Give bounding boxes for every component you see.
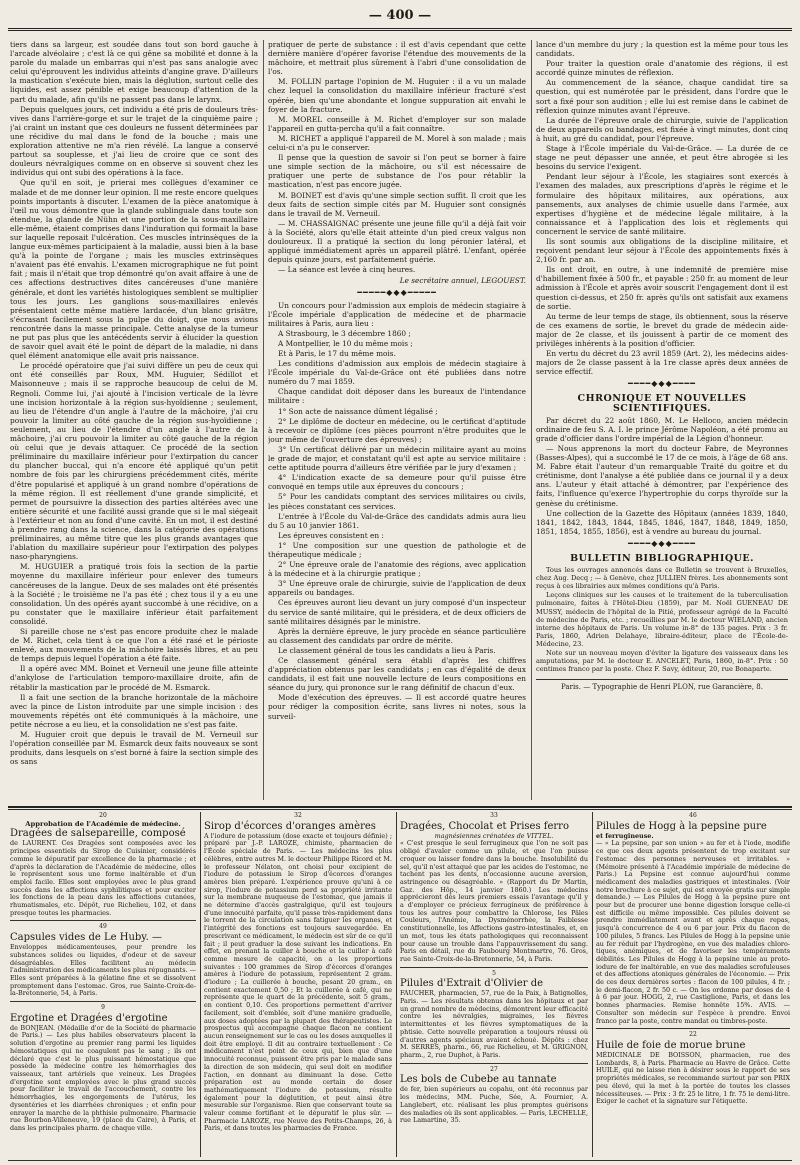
paragraph: Au terme de leur temps de stage, ils obtiennent, sous la réserve de ces examens de sortie, le brevet du grade de médecin aide-major de 2e classe, et ils jouissent à partir de ce moment des privilèges inhérents à la position d'officier. (536, 311, 788, 348)
paragraph: En vertu du décret du 23 avril 1859 (Art. 2), les médecins aides-majors de 2e classe passent à la 1re classe après deux années de service effectif. (536, 349, 788, 377)
ad-number: 5 (492, 969, 496, 977)
header-rule (8, 28, 792, 31)
ad-number: 27 (490, 1065, 498, 1073)
ad-divider (10, 920, 196, 921)
paragraph: Après la dernière épreuve, le jury procède en séance particulière au classement des candidats par ordre de mérite. (268, 626, 526, 645)
ad-title: Pilules d'Extrait d'Olivier de (400, 978, 544, 990)
paragraph: M. HUGUIER a pratiqué trois fois la section de la partie moyenne du maxillaire inférieur pour enlever des tumeurs cancéreuses de la langue. Deux de ses malades ont été présentés à la Société ; le troisième ne l'a pas été ; chez tous il y a eu une consolidation. Un des opérés ayant succombé à une récidive, on a pu constater que le maxillaire inférieur était parfaitement consolidé. (10, 562, 258, 626)
paragraph: Que qu'il en soit, je prierai mes collègues d'examiner ce malade et de me donner leur opinion. Il me reste encore quelques points importants à discuter. L'examen de la pièce anatomique à l'œil nu vous démontre que la glande sublinguale dans toute son étendue, la glande de Nühn et une portion de la sous-maxillaire elle-même, étaient comprises dans l'induration qui formait la base sur laquelle reposait l'ulcération. Ces muscles intrinsèques de la langue eux-mêmes participaient à la maladie, aussi bien à la base qu'à la pointe de l'organe ; mais les muscles extrinsèques n'avaient pas été envahis. L'examen micrographique ne fut point fait ; mais il n'était que trop démontré qu'on avait affaire à une de ces affections destructives dites cancéreuses d'une manière générale, et dont les variétés histologiques semblent se multiplier tous les jours. Les ganglions sous-maxillaires enlevés présentaient cette même matière lardacée, d'un blanc grisâtre, s'écrasant facilement sous la pulpe du doigt, que nous avions rencontrée dans la masse principale. Cette analyse de la tumeur ne put pas plus que les antécédents servir à élucider la question de savoir quel avait été le point de départ de la maladie, ni dans quel élément anatomique elle avait pris naissance. (10, 178, 258, 361)
bottom-rule (8, 1160, 792, 1161)
paragraph: Ils sont soumis aux obligations de la discipline militaire, et reçoivent pendant leur séjour à l'École des appointements fixés à 2,160 fr. par an. (536, 236, 788, 265)
ad-number: 20 (99, 812, 107, 819)
page-header (8, 8, 792, 38)
paragraph: Chaque candidat doit déposer dans les bureaux de l'intendance militaire : (268, 387, 526, 406)
paragraph: Il pense que la question de savoir si l'on peut se borner à faire une simple section de la mâchoire, ou s'il est nécessaire de pratiquer une perte de substance de l'os pour rétablir la mastication, n'est pas encore jugée. (268, 153, 526, 190)
paragraph: M. RICHET a appliqué l'appareil de M. Morel à son malade ; mais celui-ci n'a pu le conserver. (268, 133, 526, 153)
paragraph: Les conditions d'admission aux emplois de médecin stagiaire à l'École impériale du Val-de-Grâce ont été publiées dans notre numéro du 7 mai 1859. (268, 359, 526, 387)
ad-column-divider (592, 812, 593, 1157)
paragraph: Ils ont droit, en outre, à une indemnité de première mise d'habillement fixée à 500 fr., et payable : 250 fr. au moment de leur admission à l'École et après avoir souscrit l'engagement dont il est question ci-dessus, et 250 fr. après qu'ils ont satisfait aux examens de sortie. (536, 265, 788, 311)
ad-title: Dragées de salsepareille, composé (10, 828, 186, 840)
ad-number: 32 (294, 812, 302, 819)
paragraph: 5° Pour les candidats comptant des services militaires ou civils, les pièces constatant ces services. (268, 492, 526, 511)
page-number: — 400 — (368, 8, 432, 23)
paragraph: 2° Le diplôme de docteur en médecine, ou le certificat d'aptitude à recevoir ce diplôme (ces pièces pourront n'être produites que le jour même de l'ouverture des épreuves) ; (268, 416, 526, 444)
ad-title: Ergotine et Dragées d'ergotine (10, 1012, 168, 1024)
paragraph: Et à Paris, le 17 du même mois. (278, 349, 396, 358)
paragraph: — M. CHASSAIGNAC présente une jeune fille qu'il a déjà fait voir à la Société, alors qu'elle était atteinte d'un pied creux valgus non douloureux. Il a pratiqué la section du long péronier latéral, et appliqué immédiatement après un appareil plâtré. L'enfant, opérée depuis quinze jours, est parfaitement guérie. (268, 218, 526, 265)
paragraph: Le classement général de tous les candidats a lieu à Paris. (278, 645, 496, 655)
paragraph: M. FOLLIN partage l'opinion de M. Huguier : il a vu un malade chez lequel la consolidation du maxillaire inférieur fracturé s'est opérée, bien qu'une abondante et longue suppuration ait envahi le foyer de la fracture. (268, 77, 526, 114)
ad-title: Les bols de Cubebe au tannate (400, 1074, 557, 1086)
paragraph: Tous les ouvrages annoncés dans ce Bulletin se trouvent à Bruxelles, chez Aug. Decq ; — à Genève, chez JULLIEN frères. Les abonnements sont reçus à ces librairies aux mêmes conditions qu'à Paris. (536, 566, 788, 591)
ornament-divider: ━━━━━◆◆◆━━━━━ (357, 288, 437, 298)
paragraph: — La séance est levée à cinq heures. (278, 265, 416, 275)
ad-number: 46 (689, 812, 697, 819)
paragraph: Il a opéré avec MM. Boinet et Verneuil une jeune fille atteinte d'ankylose de l'articulation temporo-maxillaire droite, afin de rétablir la mastication par le procédé de M. Esmarck. (10, 664, 258, 692)
paragraph: Pendant leur séjour à l'École, les stagiaires sont exercés à l'examen des malades, aux prescriptions d'après le régime et le formulaire des hôpitaux militaires, aux opérations, aux pansements, aux analyses de chimie usuelle dans l'armée, aux expertises d'hygiène et de médecine légale militaire, à la connaissance et à l'application des lois et règlements qui concernent le service de santé militaire. (536, 172, 788, 236)
ad-number: 33 (490, 812, 498, 819)
paragraph: Depuis quelques jours, cet individu a été pris de douleurs très-vives dans l'arrière-gorge et sur le trajet de la cinquième paire ; j'ai craint un instant que ces douleurs ne fussent déterminées par une récidive du mal dans le fond de la bouche ; mais une exploration attentive ne m'a rien révélé. La langue a conservé partout sa souplesse, et j'ai lieu de croire que ce sont des douleurs névralgiques comme on en observe si souvent chez les individus qui ont subi des opérations à la face. (10, 104, 258, 178)
ad-body: A l'iodure de potassium (dose exacte et toujours définie) ; préparé par J.-P. LAROZE, chimiste, pharmacien de l'École spéciale de Paris. — Les médecins les plus célèbres, entre autres M. le docteur Philippe Ricord et M. le professeur Nélaton, ont choisi pour excipient de l'iodure de potassium le Sirop d'écorces d'oranges amères bien préparé. L'expérience prouve qu'uni à ce sirop, l'iodure de potassium perd sa propriété irritante sur la membrane muqueuse de l'estomac, que jamais il ne détermine d'accès gastralgique, qu'il est toujours d'une innocuité parfaite, qu'il passe très-rapidement dans le torrent de la circulation sans fatiguer les organes, et l'intégrité des fonctions est toujours sauvegardée. En prescrivant ce médicament, le médecin est sûr de ce qu'il fait ; il peut graduer la dose suivant les indications. En effet, en prenant la cuiller à bouche et la cuiller à café comme mesure de capacité, on a les proportions suivantes : 100 grammes de Sirop d'écorces d'oranges amères à l'iodure de potassium, représentent 2 gram. d'iodure ; La cuillerée à bouche, pesant 20 gram., en contient exactement 0,50 ; Et la cuillerée à café, qui ne représente que le quart de la précédente, soit 5 gram., en contient 0,10. Ces proportions permettent d'arriver facilement, soit d'emblée, soit d'une manière graduelle, aux doses adoptées par la plupart des thérapeutistes. Le prospectus qui accompagne chaque flacon ne contient aucun renseignement sur le cas ou les doses auxquelles il doit être employé. Il dit au contraire textuellement : Ce médicament n'est point de ceux qui, bien que d'une innocuité reconnue, puissent être pris par le malade sans la direction de son médecin, qui seul doit en modifier l'action, en donnant au diminuant la dose. Cette préparation est au monde certain de doser mathématiquement l'iodure de potassium, résulte également pour la déglutition, et peut ainsi être mesurable sur l'organisme. Rien que conservant toute sa valeur comme fortifiant et le dépuratif le plus sûr. — Pharmacie LAROZE, rue Neuve des Petits-Champs, 26, à Paris, et dans toutes les pharmacies de France. (204, 831, 392, 1133)
paragraph: Ces épreuves auront lieu devant un jury composé d'un inspecteur du service de santé militaire, qui le présidera, et de deux officiers de santé militaires désignés par le ministre. (268, 598, 526, 626)
ad-body: de fer, bien supérieurs au copahu, ont été reconnus par les médecins, MM. Puche, Sée, A. Fournier, A. Langlebert, etc. réalisant les plus promptes guérisons des maladies où ils sont applicables. — Paris, LECHELLE, rue Lamartine, 35. (400, 1085, 588, 1125)
ad-number: 22 (689, 1031, 697, 1039)
bibliography-heading: BULLETIN BIBLIOGRAPHIQUE. (570, 552, 754, 564)
paragraph: L'entrée à l'École du Val-de-Grâce des candidats admis aura lieu du 5 au 10 janvier 1861. (268, 511, 526, 530)
ad-body: MÉDICINALE DE BOISSON, pharmacien, rue des Lombards, 8, à Paris. Pharmacie au Havre de Grâce. Cette HUILE, qui ne laisse rien à désirer sous le rapport de ses propriétés médicales, se recommande surtout par son PRIX peu élevé, qui la met à la portée de toutes les classes nécessiteuses. — Prix : 3 fr. 25 le litre, 1 fr. 75 le demi-litre. Exiger le cachet et la signature sur l'étiquette. (596, 1050, 790, 1106)
ad-column-1 (10, 812, 196, 1157)
ad-divider (10, 1001, 196, 1002)
ad-number: 49 (99, 923, 107, 931)
printer-footer: Paris. — Typographie de Henri PLON, rue Garancière, 8. (536, 679, 788, 692)
ad-body: — « La pepsine, par son union » au fer et à l'iode, modifie ce que ces deux agents présentent de trop excitant sur l'estomac des personnes nerveuses et irritables. » (Mémoire présenté à l'Académie impériale de médecine de Paris.) La Pepsine est connue aujourd'hui comme médicament des maladies gastriques et intestinales. (Voir notre brochure à ce sujet, qui est envoyée gratis sur simple demande.) — Les Pilules de Hogg à la pepsine pure ont pour but de procurer une bonne digestion lorsque celle-ci est difficile ou même impossible. Ces pilules doivent se prendre immédiatement avant et après chaque repas, jusqu'à concurrence de 4 ou 6 par jour. Prix du flacon de 100 pilules, 5 francs. Les Pilules de Hogg à la pepsine unie au fer réduit par l'hydrogène, en vue des maladies chloro-tiques, anémiques, et de favoriser les tempéraments débilités. Les Pilules de Hogg à la pepsine unie au proto-iodure de fer inaltérable, en vue des maladies scrofuleuses et des affections atoniques générales de l'économie. — Prix de ces deux dernières sortes : flacon de 100 pilules, 4 fr. ; le demi-flacon, 2 fr. 50 c. — On les ordonne par doses de 4 à 6 par jour. HOGG, 2, rue Castiglione, Paris, et dans les bonnes pharmacies. Remise honnête 15%. AVIS. — Consulter son médecin sur l'espèce à prendre. Envoi franco par la poste, contre mandat ou timbres-poste. (596, 839, 790, 1025)
ad-title: Capsules vides de Le Huby. — (10, 932, 162, 944)
paragraph: La durée de l'épreuve orale de chirurgie, suivie de l'application de deux appareils ou bandages, est fixée à vingt minutes, dont cinq à huit, au gré du candidat, pour l'épreuve. (536, 115, 788, 143)
ad-body: « C'est presque le seul ferrugineux que l'on ne soit pas obligé d'avaler comme un pilule, et que l'on puisse croquer ou laisser fondre dans la bouche. Insolubilité du sel, qu'il n'est attaqué que par les acides de l'estomac, ne tachent pas les dents, n'occasionne aucune aversion, astringence ou désagréable. » (Rapport du Dr Martin, Gaz. des Hôp., 14 janvier 1860.) Les médecins apprécieront dès leurs premiers essais l'avantage qu'il y a d'employer ce précieux ferrugineux de préférence à tous les autres pour combattre la Chlorose, les Pâles Couleurs, l'Anémie, la Dysménorrhée, la Faiblesse constitutionnelle, les Affections gastro-intestinales, et, en un mot, tous les états pathologiques qui reconnaissent pour cause un trouble dans l'appauvrissement du sang. Paris en détail, rue du Faubourg Montmartre, 76. Gros, rue Sainte-Croix-de-la-Bretonnerie, 54, à Paris. (400, 839, 588, 963)
ad-column-4 (596, 812, 790, 1157)
paragraph: M. BOINET est d'avis qu'une simple section suffit. Il croit que les deux faits de section simple cités par M. Huguier sont consignés dans le travail de M. Verneuil. (268, 190, 526, 218)
ad-column-2 (204, 812, 392, 1157)
paragraph: A Montpellier, le 10 du même mois ; (278, 338, 413, 348)
paragraph: 4° L'indication exacte de sa demeure pour qu'il puisse être convoqué en temps utile aux épreuves du concours ; (268, 473, 526, 492)
ornament-divider: ━━━━◆◆◆━━━━ (628, 538, 696, 548)
ad-number: 9 (101, 1004, 105, 1012)
paragraph: tiers dans sa largeur, est soudée dans tout son bord gauche à l'arcade alvéolaire ; c'est là ce qui gêne sa mobilité et donne à la parole du malade un embarras qui n'est pas sans analogie avec celui qu'éprouvent les individus atteints d'angine grave. D'ailleurs la mastication s'exécute bien, mais la déglution, surtout celle des liquides, est assez pénible et exige beaucoup d'attention de la part du malade, afin qu'ils ne passent pas dans le larynx. (10, 40, 258, 104)
ad-column-divider (200, 812, 201, 1157)
chronique-heading: CHRONIQUE ET NOUVELLES SCIENTIFIQUES. (577, 393, 747, 414)
paragraph: 1° Son acte de naissance dûment légalisé ; (278, 406, 438, 416)
ad-body: FAUCHER, pharmacien, 57, rue de la Paix, à Batignolles, Paris. — Les résultats obtenus dans les hôpitaux et par un grand nombre de médecins, démontrent leur efficacité contre les névralgies, migraines, les fièvres intermittentes et les fièvres symptomatiques de la phtisie. Cette nouvelle préparation a toujours réussi où d'autres agents spéciaux avaient échoué. Dépôts : chez M. SERRES, pharm., 66, rue Richelieu, et M. GRIGNON, pharm., 2, rue Duphot, à Paris. (400, 989, 588, 1059)
paragraph: lance d'un membre du jury ; la question est la même pour tous les candidats. (536, 40, 788, 59)
paragraph: Mode d'exécution des épreuves. — Il est accordé quatre heures pour rédiger la composition écrite, sans livres ni notes, sous la surveil- (268, 693, 526, 721)
ad-title: Sirop d'écorces d'oranges amères (204, 820, 376, 832)
ad-title: Huile de foie de morue brune (596, 1039, 746, 1051)
paragraph: 2° Une épreuve orale de l'anatomie des régions, avec application à la médecine et à la chirurgie pratique ; (268, 560, 526, 579)
paragraph: Note sur un nouveau moyen d'éviter la ligature des vaisseaux dans les amputations, par M. le docteur E. ANCELET, Paris, 1860, in-8°. Prix : 50 centimes franco par la poste. Chez F. Savy, éditeur, 20, rue Bonaparte. (536, 649, 788, 674)
paragraph: pratiquer de perte de substance : il est d'avis cependant que cette dernière manière d'opérer favorise l'étendue des mouvements de la mâchoire, et mettrait plus sûrement à l'abri d'une consolidation de l'os. (268, 40, 526, 77)
paragraph: Leçons cliniques sur les causes et le traitement de la tuberculisation pulmonaire, faites à l'Hôtel-Dieu (1859), par M. Noël GUENEAU DE MUSSY, médecin de l'hôpital de la Pitié, professeur agrégé de la Faculté de médecine de Paris, etc. ; recueillies par M. le docteur WIELAND, ancien interne des hôpitaux de Paris. Un volume in-8° de 135 pages. Prix : 3 fr. Paris, 1860, Adrien Delahaye, libraire-éditeur, place de l'École-de-Médecine, 23. (536, 591, 788, 648)
ad-title: Pilules de Hogg à la pepsine pure (596, 820, 767, 832)
ad-divider (400, 1063, 588, 1064)
paragraph: Le procédé opératoire que j'ai suivi diffère un peu de ceux qui ont été conseillés par Roux, MM. Huguier, Sédillot et Maisonneuve ; mais il se rapproche beaucoup de celui de M. Regnoli. Comme lui, j'ai ajouté à l'incision verticale de la lèvre une incision horizontale à la région sus-hyoïdienne ; seulement, au lieu de l'étendre d'un angle à l'autre de la mâchoire, j'ai cru pouvoir la limiter au côté gauche de la région sus-hyoïdienne ; seulement, au lieu de l'étendre d'un angle à l'autre de la mâchoire, j'ai cru pouvoir la limiter au côté gauche de la région où celui que je devais attaquer. Ce procédé de la section préliminaire du maxillaire inférieur pour l'extirpation du cancer du plancher buccal, qui n'a encore été appliqué qu'un petit nombre de fois par les chirurgiens précédemment cités, mérite d'être popularisé et appliqué à un grand nombre d'opérations de la même région. Il est réellement d'une grande simplicité, et permet de poursuivre la dissection des parties altérées avec une entière sécurité et une facilité aussi grande que si le mal siégeait à l'extérieur et non au fond d'une cavité. En un mot, il est destiné à prendre rang dans la science, dans la catégorie des opérations préliminaires, au même titre que les plus grands avantages que l'ablation du maxillaire supérieur pour l'extirpation des polypes naso-pharyngiens. (10, 361, 258, 562)
column-2 (268, 40, 526, 800)
paragraph: M. MOREL conseille à M. Richet d'employer sur son malade l'appareil en gutta-percha qu'il a fait connaître. (268, 114, 526, 133)
paragraph: Il a fait une section de la branche horizontale de la mâchoire avec la pince de Liston introduite par une simple incision : des mouvements répétés ont été communiqués à la mâchoire, une petite nécrose a eu lieu, et la consolidation ne s'est pas faite. (10, 692, 258, 729)
paragraph: Si pareille chose ne s'est pas encore produite chez le malade de M. Richet, cela tient à ce que l'on a été rasé et le périoste enlevé, aux mouvements de la mâchoire laissés libres, et au peu de temps depuis lequel l'opération a été faite. (10, 627, 258, 664)
ad-title: Dragées, Chocolat et Prises ferro (400, 820, 569, 832)
paragraph: Par décret du 22 août 1860, M. Le Helloco, ancien médecin ordinaire de feu S. A. I. le prince Jérôme Napoléon, a été promu au grade d'officier dans l'ordre impérial de la Légion d'honneur. (536, 415, 788, 443)
paragraph: Stage à l'École impériale du Val-de-Grâce. — La durée de ce stage ne peut dépasser une année, et peut être abrogée si les besoins du service l'exigent. (536, 144, 788, 172)
ad-body: de LAURENT. Ces Dragées sont composées avec les principes essentiels du Sirop de Cuisinier, considérés comme le dépuratif par excellence de la pharmacie ; et d'après la déclaration de l'Académie de médecine, elles le représentent sous une forme inaltérable et d'un emploi facile. Elles sont employées avec le plus grand succès dans les affections syphilitiques et pour exciter les fonctions de la peau dans les affections cutanées, rhumatismales, etc. Dépôt, rue Richelieu, 102, et dans presque toutes les pharmacies. (10, 839, 196, 917)
paragraph: Une collection de la Gazette des Hôpitaux (années 1839, 1840, 1841, 1842, 1843, 1844, 1845, 1846, 1847, 1848, 1849, 1850, 1851, 1854, 1855, 1856), est à vendre au bureau du journal. (536, 508, 788, 536)
column-1 (10, 40, 258, 800)
column-divider (531, 40, 532, 800)
paragraph: Ce classement général sera établi d'après les chiffres d'appréciation obtenus par les candidats ; en cas d'égalité de deux candidats, il est fait une nouvelle lecture de leurs compositions en séance du jury, qui prononce sur le rang définitif de chacun d'eux. (268, 656, 526, 693)
ad-subtitle: magnésiennes crénatées de VITTEL. (434, 831, 554, 840)
ad-divider (596, 1028, 790, 1029)
ad-divider (400, 967, 588, 968)
ornament-divider: ━━━━◆◆◆━━━━ (628, 379, 696, 389)
section-rule (8, 809, 792, 810)
paragraph: 1° Une composition sur une question de pathologie et de thérapeutique médicale ; (268, 540, 526, 559)
ad-subtitle: et ferrugineuse. (596, 831, 654, 840)
ad-header: Approbation de l'Académie de médecine. (25, 819, 181, 828)
secretary-signature: Le secrétaire annuel, LEGOUEST. (399, 276, 526, 286)
paragraph: Au commencement de la séance, chaque candidat tire sa question, qui est numérotée par le président, dans l'ordre que le sort a fixé pour son audition ; elle lui est remise dans le cabinet de réflexion quinze minutes avant l'épreuve. (536, 78, 788, 115)
paragraph: Les épreuves consistent en : (278, 530, 384, 540)
paragraph: Pour traiter la question orale d'anatomie des régions, il est accordé quinze minutes de réflexion. (536, 59, 788, 78)
paragraph: M. Huguier croit que depuis le travail de M. Verneuil sur l'opération conseillée par M. Esmarck deux faits nouveaux se sont produits, dans lesquels on s'est borné à faire la section simple des os sans (10, 730, 258, 767)
paragraph: — Nous apprenons la mort du docteur Fabre, de Meyronnes (Basses-Alpes), qui a succombé le 17 de ce mois, à l'âge de 68 ans. M. Fabre était l'auteur d'un remarquable Traité du goitre et du crétinisme, dont l'analyse a été publiée dans ce journal il y a deux ans. L'auteur y était attaché à démontrer, par l'expérience des faits, l'influence qu'exerce l'hypertrophie du corps thyroïde sur la genèse du crétinisme. (536, 443, 788, 508)
ad-body: de BONJEAN. (Médaille d'or de la Société de pharmacie de Paris.) — Les plus habiles observateurs placent la solution d'ergotine au premier rang parmi les liquides hémostatiques qui ne coagulent pas le sang ; ils ont déclaré que c'est le plus puissant hémostatique que possède la médecine contre les hémorrhagies des vaisseaux, tant artériels que veineux. Les Dragées d'ergotine sont employées avec le plus grand succès pour faciliter le travail de l'accouchement, contre les hémorrhagies, les engorgements de l'utérus, les dysentéries et les diarrhées chroniques ; et enfin pour enrayer la marche de la phthisie pulmonaire. Pharmacie rue Bourbon-Villeneuve, 19 (place du Caire), à Paris, et dans les principales pharm. de chaque ville. (10, 1023, 196, 1132)
ad-column-divider (396, 812, 397, 1157)
column-divider (263, 40, 264, 800)
paragraph: 3° Une épreuve orale de chirurgie, suivie de l'application de deux appareils ou bandages. (268, 579, 526, 598)
section-rule (8, 806, 792, 808)
paragraph: A Strasbourg, le 3 décembre 1860 ; (278, 328, 411, 338)
paragraph: Un concours pour l'admission aux emplois de médecin stagiaire à l'École impériale d'application de médecine et de pharmacie militaires à Paris, aura lieu : (268, 300, 526, 328)
column-3 (536, 40, 788, 800)
ad-body: Enveloppes médicamenteuses, pour prendre les substances solides ou liquides, d'odeur et de saveur désagréables. Elles facilitent au médecin l'administration des médicaments les plus répugnants. — Elles sont préparées à la gélatine fine et se dissolvent promptement dans l'estomac. Gros, rue Sainte-Croix-de-la-Bretonnerie, 54, à Paris. (10, 943, 196, 998)
ad-column-3 (400, 812, 588, 1157)
paragraph: 3° Un certificat délivré par un médecin militaire ayant au moins le grade de major, et constatant qu'il est apte au service militaire : cette aptitude pourra d'ailleurs être vérifiée par le jury d'examen ; (268, 444, 526, 473)
